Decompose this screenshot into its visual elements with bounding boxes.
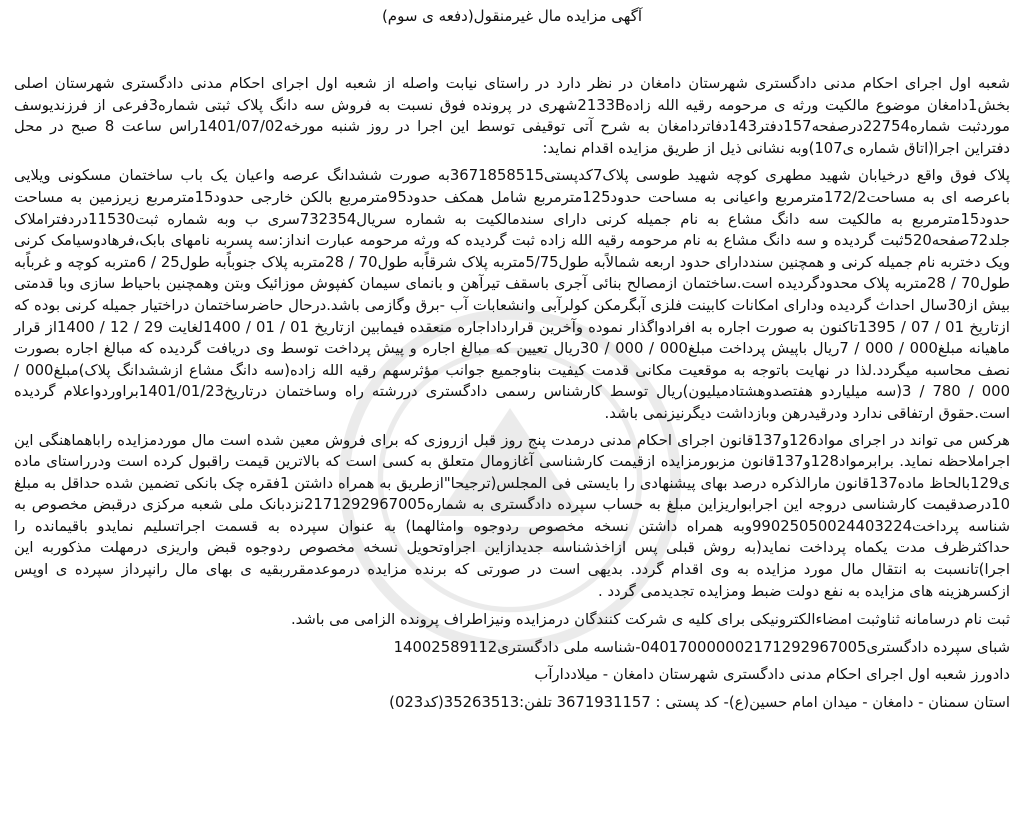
property-description-paragraph: پلاک فوق واقع درخیابان شهید مطهری کوچه شهید طوسی پلاک7کدپستی3671858515به صورت ششدانگ عرصه واعیان یک باب ساختمان مسکونی ویلایی باعرصه ای به مساحت172/2مترمربع واعیانی به مساحت حدود125مترمربع شامل همکف حدود95مترمربع بالکن خارجی حدود15مترمربع زیرزمین به مساحت حدود15مترمربع به مالکیت سه دانگ مشاع به نام جمیله کرنی دارای سندمالکیت به شماره سریال732354سری ب وبه شماره ثبت11530دردفتراملاک جلد72صفحه520ثبت گردیده و سه دانگ مشاع به نام مرحومه رقیه الله زاده ثبت گردیده که ورثه مرحومه عبارت انداز:سه پسربه نامهای بابک،فرهادوسیامک کرنی ویک دختربه نام جمیله کرنی و همچنین سنددارای حدود اربعه شمالاًبه طول5/75متربه پلاک شرقاًبه طول70 / 28متربه پلاک جنوباًبه طول25 / 6متربه کوچه و غرباًبه طول70 / 28متربه پلاک محدودگردیده است.ساختمان ازمصالح بنائی آجری باسقف تیرآهن و بانمای سیمان کفپوش موزائیک وبتن وهمچنین باحیاط سازی وبا قدمتی بیش از30سال احداث گردیده ودارای امکانات کابینت فلزی آبگرمکن کولرآبی وانشعابات آب -برق وگازمی باشد.درحال حاضرساختمان دراختیار جمیله کرنی بوده که ازتاریخ 01 / 07 / 1395تاکنون به صورت اجاره به افرادواگذار نموده وآخرین قرارداداجاره منعقده فیمابین ازتاریخ 01 / 01 / 1400لغایت 29 / 12 / 1400از قرار ماهیانه مبلغ000 / 000 / 7ریال باپیش پرداخت مبلغ000 / 000 / 30ریال تعیین که مبالغ اجاره و پیش پرداخت توسط وی دریافت گردیده که مبالغ اجاره بصورت نصف محاسبه میگردد.لذا در نهایت باتوجه به موقعیت مکانی قدمت کیفیت بناوجمیع جوانب مؤثرسهم رقیه الله زاده(سه دانگ مشاع ازششدانگ پلاک)مبلغ000 / 000 / 780 / 3(سه میلیاردو هفتصدوهشتادمیلیون)ریال توسط کارشناس رسمی دادگستری دررشته راه وساختمان درتاریخ1401/01/23براوردواعلام گردیده است.حقوق ارتفاقی ندارد ودرقیدرهن وبازداشت دیگرنیزنمی باشد. [14,167,1011,422]
signature-line: دادورز شعبه اول اجرای احکام مدنی دادگستری شهرستان دامغان - میلاددارآب [534,666,1010,684]
auction-terms-paragraph: هرکس می تواند در اجرای مواد126و137قانون اجرای احکام مدنی درمدت پنج روز قبل ازروزی که برای فروش معین شده است مال موردمزایده راباهماهنگی این اجراملاحظه نماید. برابرمواد128و137قانون مزبورمزایده ازقیمت کارشناسی آغازومال متعلق به کسی است که بالاترین قیمت راقبول کرده است ودرراستای ماده ی129بالحاظ ماده137قانون مارالذکره درصد بهای پیشنهادی را بایستی فی المجلس(ترجیحا"ازطریق به همراه داشتن 1فقره چک بانکی تضمین شده حداقل به مبلغ 10درصدقیمت کارشناسی دروجه این اجرابواریزاین مبلغ به حساب سپرده دادگستری به شماره2171292967005نزدبانک ملی شعبه مرکزی درقبض مخصوص به شناسه پرداخت99025050024403224وبه همراه داشتن نسخه مخصوص ردوجوه وامثالهما) به عنوان سپرده به قسمت اجراتسلیم نمایدو باقیمانده را حداکثرظرف مدت یکماه پرداخت نماید(به روش قبلی پس ازاخذشناسه جدیدازاین اجراوتحویل نسخه مخصوص ردوجوه قبض واریزی درمهلت مذکوربه این اجرا)تانسبت به انتقال مال مورد مزایده به وی اقدام گردد. بدیهی است در صورتی که برنده مزایده درموعدمقرربقیه ی بهای مال رانپرداز سپرده ی اوپس ازکسرهزینه های مزایده به نفع دولت ضبط ومزایده تجدیدمی گردد . [14,431,1010,600]
notice-title: آگهی مزایده مال غیرمنقول(دفعه ی سوم) [381,7,643,25]
intro-paragraph: شعبه اول اجرای احکام مدنی دادگستری شهرستان دامغان در نظر دارد در راستای نیابت واصله از شعبه اول اجرای احکام مدنی دادگستری شهرستان اصلی بخش1دامغان موضوع مالکیت ورثه ی مرحومه رقیه الله زاده2133Bشهری در پرونده فوق نسبت به فروش سه دانگ پلاک ثبتی شماره3فرعی از فرزندیوسف موردثبت شماره22754درصفحه157دفتر143دفاتردامغان به شرح آتی توقیفی توسط این اجرا در روز شنبه مورخه1401/07/02راس ساعت 8 صبح در محل دفتراین اجرا(اتاق شماره ی107)وبه نشانی ذیل از طریق مزایده اقدام نماید: [14,75,1010,157]
account-info-line: شبای سپرده دادگستری040170000002171292967005-شناسه ملی دادگستری14002589112 [393,638,1010,656]
address-line: استان سمنان - دامغان - میدان امام حسین(ع)- کد پستی : 3671931157 تلفن:35263513(کد023) [389,694,1010,712]
registration-note-paragraph: ثبت نام درسامانه ثناوثبت امضاءالکترونیکی برای کلیه ی شرکت کنندگان درمزایده ونیزاطراف پرونده الزامی می باشد. [290,611,1010,629]
